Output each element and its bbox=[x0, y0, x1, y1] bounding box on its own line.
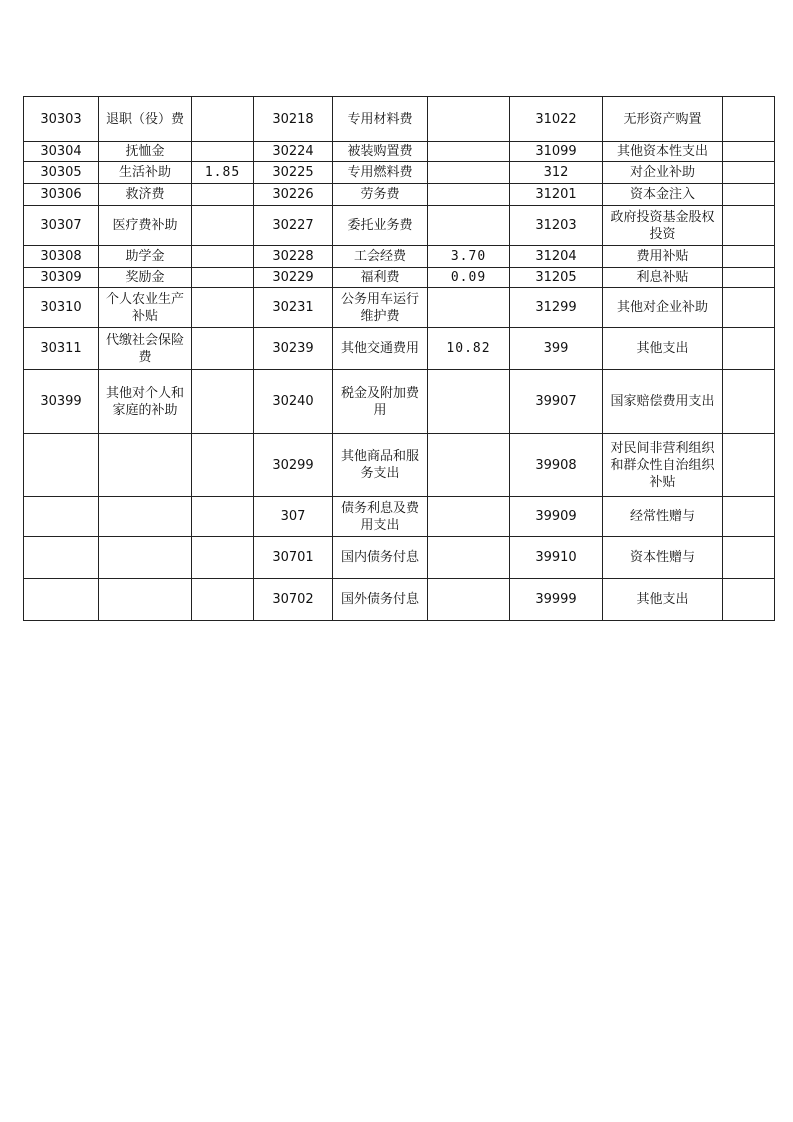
name-cell: 劳务费 bbox=[333, 184, 428, 206]
name-cell: 个人农业生产补贴 bbox=[99, 288, 192, 328]
code-cell: 30229 bbox=[254, 268, 333, 288]
name-cell: 专用材料费 bbox=[333, 97, 428, 142]
code-cell: 30228 bbox=[254, 246, 333, 268]
code-cell: 30299 bbox=[254, 434, 333, 497]
table-body bbox=[24, 97, 775, 621]
code-cell: 30308 bbox=[24, 246, 99, 268]
amount-cell bbox=[723, 497, 775, 537]
amount-cell bbox=[723, 142, 775, 162]
code-cell: 31205 bbox=[510, 268, 603, 288]
table-row bbox=[24, 184, 775, 206]
name-cell: 工会经费 bbox=[333, 246, 428, 268]
code-cell: 30218 bbox=[254, 97, 333, 142]
name-cell: 奖励金 bbox=[99, 268, 192, 288]
table-row bbox=[24, 246, 775, 268]
name-cell: 国外债务付息 bbox=[333, 579, 428, 621]
name-cell: 抚恤金 bbox=[99, 142, 192, 162]
code-cell: 30227 bbox=[254, 206, 333, 246]
code-cell: 30303 bbox=[24, 97, 99, 142]
amount-cell bbox=[192, 328, 254, 370]
amount-cell bbox=[723, 184, 775, 206]
code-cell: 30239 bbox=[254, 328, 333, 370]
code-cell bbox=[24, 537, 99, 579]
code-cell: 31203 bbox=[510, 206, 603, 246]
table-row bbox=[24, 206, 775, 246]
name-cell: 公务用车运行维护费 bbox=[333, 288, 428, 328]
name-cell: 其他支出 bbox=[603, 328, 723, 370]
amount-cell bbox=[723, 370, 775, 434]
amount-cell bbox=[428, 497, 510, 537]
code-cell: 39999 bbox=[510, 579, 603, 621]
table-row bbox=[24, 288, 775, 328]
code-cell: 30306 bbox=[24, 184, 99, 206]
amount-cell bbox=[428, 579, 510, 621]
name-cell: 国家赔偿费用支出 bbox=[603, 370, 723, 434]
name-cell: 其他对企业补助 bbox=[603, 288, 723, 328]
name-cell: 其他对个人和家庭的补助 bbox=[99, 370, 192, 434]
name-cell: 救济费 bbox=[99, 184, 192, 206]
code-cell: 30311 bbox=[24, 328, 99, 370]
name-cell bbox=[99, 497, 192, 537]
code-cell: 30224 bbox=[254, 142, 333, 162]
name-cell: 专用燃料费 bbox=[333, 162, 428, 184]
code-cell: 31299 bbox=[510, 288, 603, 328]
code-cell: 399 bbox=[510, 328, 603, 370]
name-cell bbox=[99, 434, 192, 497]
amount-cell bbox=[192, 579, 254, 621]
name-cell: 退职（役）费 bbox=[99, 97, 192, 142]
code-cell: 30307 bbox=[24, 206, 99, 246]
table-row bbox=[24, 162, 775, 184]
amount-cell bbox=[192, 537, 254, 579]
amount-cell bbox=[192, 370, 254, 434]
amount-cell bbox=[428, 184, 510, 206]
name-cell: 利息补贴 bbox=[603, 268, 723, 288]
code-cell: 312 bbox=[510, 162, 603, 184]
name-cell: 医疗费补助 bbox=[99, 206, 192, 246]
code-cell: 31099 bbox=[510, 142, 603, 162]
name-cell: 经常性赠与 bbox=[603, 497, 723, 537]
code-cell: 30304 bbox=[24, 142, 99, 162]
name-cell: 债务利息及费用支出 bbox=[333, 497, 428, 537]
name-cell bbox=[99, 537, 192, 579]
name-cell: 税金及附加费用 bbox=[333, 370, 428, 434]
code-cell: 30701 bbox=[254, 537, 333, 579]
code-cell: 31201 bbox=[510, 184, 603, 206]
name-cell: 对企业补助 bbox=[603, 162, 723, 184]
amount-cell bbox=[723, 434, 775, 497]
name-cell: 福利费 bbox=[333, 268, 428, 288]
name-cell: 费用补贴 bbox=[603, 246, 723, 268]
code-cell bbox=[24, 497, 99, 537]
code-cell: 39908 bbox=[510, 434, 603, 497]
amount-cell: 0.09 bbox=[428, 268, 510, 288]
code-cell: 31022 bbox=[510, 97, 603, 142]
table-row bbox=[24, 97, 775, 142]
name-cell: 代缴社会保险费 bbox=[99, 328, 192, 370]
name-cell: 其他支出 bbox=[603, 579, 723, 621]
expenditure-classification-table bbox=[23, 96, 775, 621]
name-cell: 其他商品和服务支出 bbox=[333, 434, 428, 497]
table-row bbox=[24, 370, 775, 434]
name-cell: 助学金 bbox=[99, 246, 192, 268]
code-cell: 31204 bbox=[510, 246, 603, 268]
code-cell: 30399 bbox=[24, 370, 99, 434]
name-cell: 被装购置费 bbox=[333, 142, 428, 162]
amount-cell bbox=[192, 206, 254, 246]
amount-cell bbox=[723, 288, 775, 328]
code-cell: 30310 bbox=[24, 288, 99, 328]
table-row bbox=[24, 537, 775, 579]
amount-cell bbox=[723, 206, 775, 246]
amount-cell bbox=[428, 206, 510, 246]
name-cell: 资本性赠与 bbox=[603, 537, 723, 579]
name-cell: 对民间非营利组织和群众性自治组织补贴 bbox=[603, 434, 723, 497]
code-cell: 30240 bbox=[254, 370, 333, 434]
code-cell bbox=[24, 434, 99, 497]
code-cell: 30226 bbox=[254, 184, 333, 206]
amount-cell: 3.70 bbox=[428, 246, 510, 268]
table-row bbox=[24, 579, 775, 621]
amount-cell bbox=[192, 97, 254, 142]
amount-cell bbox=[192, 288, 254, 328]
code-cell: 30231 bbox=[254, 288, 333, 328]
amount-cell bbox=[428, 288, 510, 328]
table-row bbox=[24, 142, 775, 162]
name-cell: 委托业务费 bbox=[333, 206, 428, 246]
amount-cell bbox=[723, 97, 775, 142]
amount-cell bbox=[723, 537, 775, 579]
amount-cell bbox=[428, 142, 510, 162]
amount-cell bbox=[428, 97, 510, 142]
table-row bbox=[24, 328, 775, 370]
amount-cell: 10.82 bbox=[428, 328, 510, 370]
name-cell: 其他资本性支出 bbox=[603, 142, 723, 162]
table-row bbox=[24, 497, 775, 537]
code-cell: 30225 bbox=[254, 162, 333, 184]
amount-cell bbox=[723, 268, 775, 288]
code-cell: 39910 bbox=[510, 537, 603, 579]
code-cell: 30305 bbox=[24, 162, 99, 184]
name-cell: 无形资产购置 bbox=[603, 97, 723, 142]
amount-cell bbox=[428, 370, 510, 434]
code-cell: 30309 bbox=[24, 268, 99, 288]
amount-cell bbox=[723, 162, 775, 184]
code-cell bbox=[24, 579, 99, 621]
code-cell: 39909 bbox=[510, 497, 603, 537]
amount-cell bbox=[192, 497, 254, 537]
table-row bbox=[24, 268, 775, 288]
name-cell: 其他交通费用 bbox=[333, 328, 428, 370]
table-row bbox=[24, 434, 775, 497]
amount-cell bbox=[192, 184, 254, 206]
name-cell: 资本金注入 bbox=[603, 184, 723, 206]
amount-cell bbox=[428, 537, 510, 579]
amount-cell bbox=[192, 142, 254, 162]
code-cell: 30702 bbox=[254, 579, 333, 621]
code-cell: 307 bbox=[254, 497, 333, 537]
code-cell: 39907 bbox=[510, 370, 603, 434]
amount-cell bbox=[723, 328, 775, 370]
amount-cell bbox=[723, 246, 775, 268]
name-cell: 政府投资基金股权投资 bbox=[603, 206, 723, 246]
amount-cell bbox=[428, 434, 510, 497]
name-cell bbox=[99, 579, 192, 621]
name-cell: 生活补助 bbox=[99, 162, 192, 184]
amount-cell bbox=[192, 434, 254, 497]
name-cell: 国内债务付息 bbox=[333, 537, 428, 579]
amount-cell bbox=[192, 268, 254, 288]
amount-cell bbox=[192, 246, 254, 268]
amount-cell: 1.85 bbox=[192, 162, 254, 184]
amount-cell bbox=[723, 579, 775, 621]
amount-cell bbox=[428, 162, 510, 184]
